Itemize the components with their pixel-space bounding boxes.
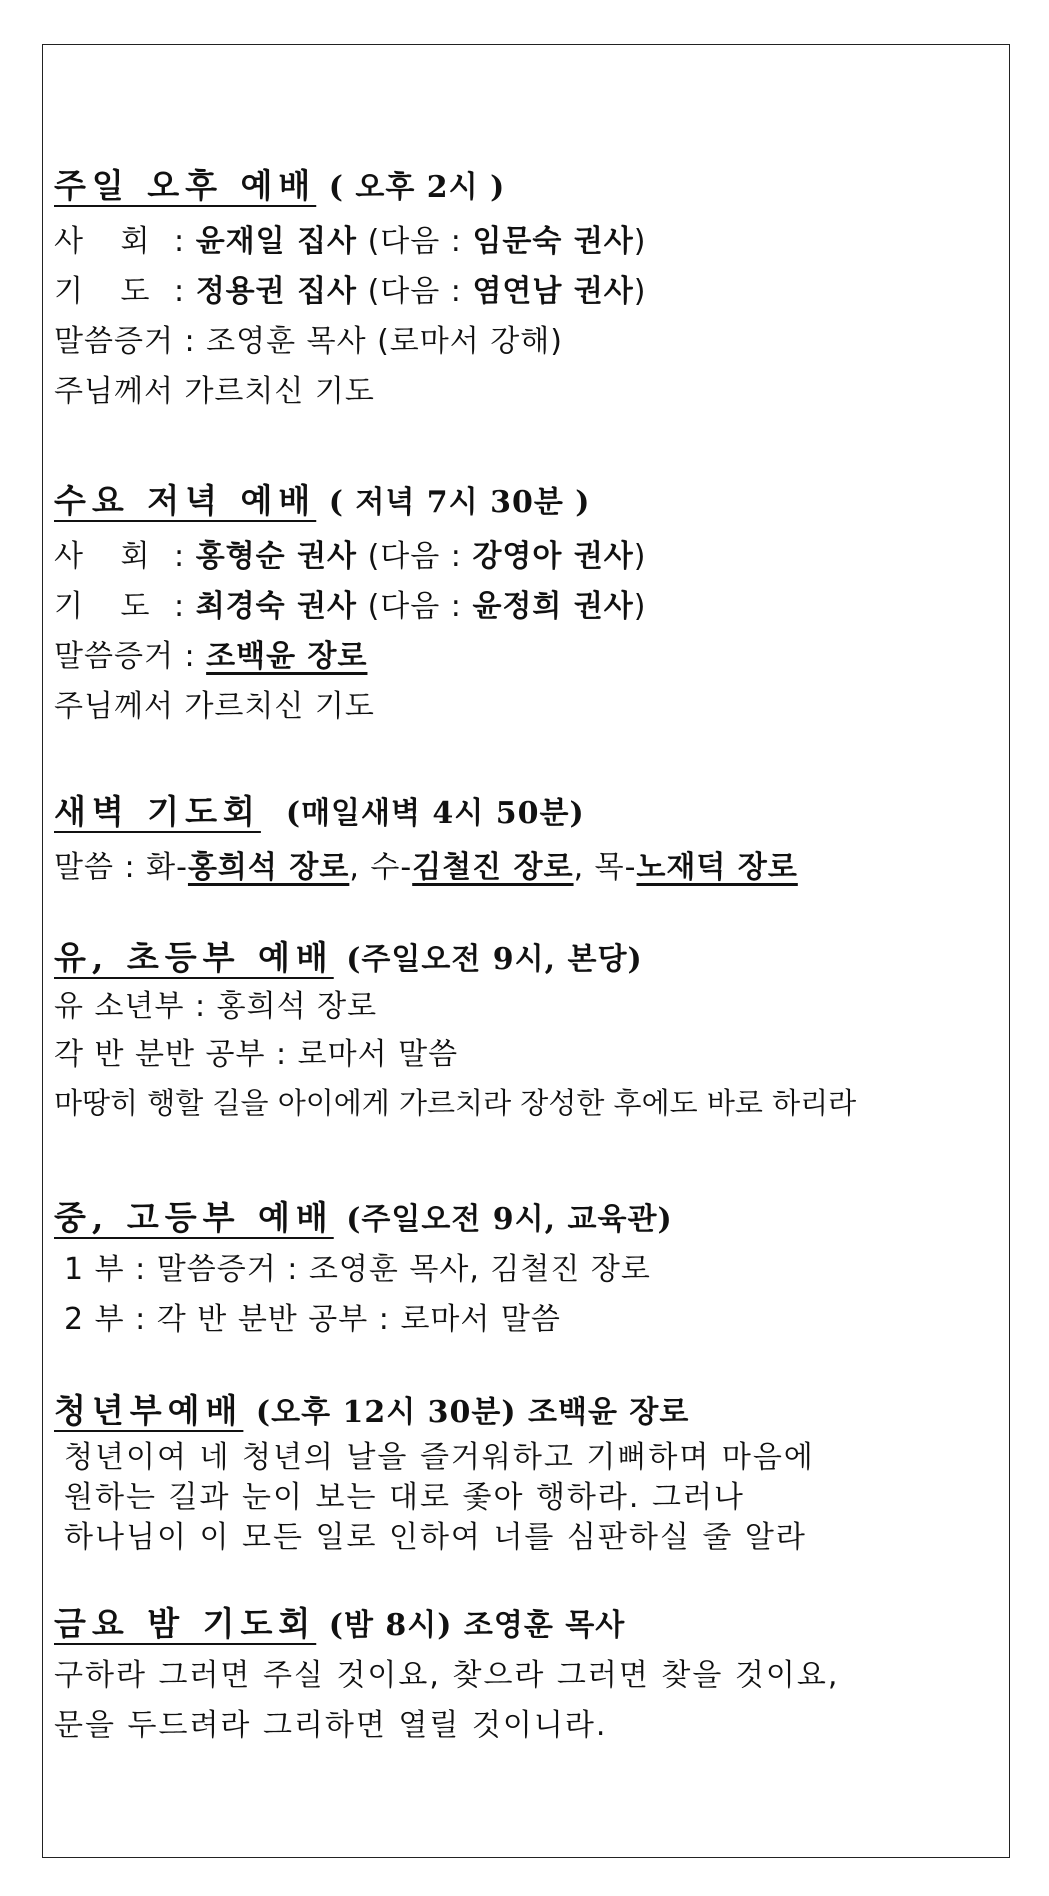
host-label: 사 회 <box>54 224 164 259</box>
young-adult-heading <box>54 1385 934 1432</box>
wednesday-pm-host-line: 사 회 : 홍형순 권사 (다음 : 강영아 권사) <box>54 539 647 574</box>
kids-heading <box>54 932 934 979</box>
friday-line-2: 문을 두드려라 그리하면 열릴 것이니라. <box>54 1708 608 1743</box>
prayer-name: 정용권 집사 <box>195 274 358 309</box>
wednesday-pm-prayer-line: 기 도 : 최경숙 권사 (다음 : 윤정희 권사) <box>54 589 647 624</box>
young-adult-title: 청년부예배 <box>54 1391 244 1430</box>
kids-section <box>54 932 934 1127</box>
prayer-next-name: 염연남 권사 <box>472 274 634 309</box>
kids-line-2: 각 반 분반 공부 : 로마서 말씀 <box>54 1037 459 1072</box>
friday-section <box>54 1598 934 1751</box>
sunday-pm-time: ( 오후 2시 ) <box>328 170 506 205</box>
young-adult-time: (오후 12시 30분) 조백윤 장로 <box>255 1395 690 1430</box>
youth-line-2: 2 부 : 각 반 분반 공부 : 로마서 말씀 <box>64 1302 561 1337</box>
dawn-title: 새벽 기도회 <box>54 792 261 831</box>
wednesday-pm-sermon-line: 말씀증거 : 조백윤 장로 <box>54 639 368 674</box>
youth-time: (주일오전 9시, 교육관) <box>346 1202 673 1237</box>
next-suffix: ) <box>633 589 647 624</box>
sermon-label: 말씀증거 <box>54 324 174 359</box>
young-adult-section <box>54 1385 934 1558</box>
young-adult-line-1: 청년이여 네 청년의 날을 즐거워하고 기뻐하며 마음에 <box>64 1440 815 1475</box>
sunday-pm-heading <box>54 160 934 207</box>
wednesday-pm-heading <box>54 475 934 522</box>
prayer-next-name: 윤정희 권사 <box>472 589 634 624</box>
youth-line-1: 1 부 : 말씀증거 : 조영훈 목사, 김철진 장로 <box>64 1252 651 1287</box>
next-prefix: (다음 : <box>367 274 473 309</box>
thu-prefix: , 목- <box>573 850 637 885</box>
tue-speaker: 홍희석 장로 <box>187 850 350 885</box>
sunday-pm-closing: 주님께서 가르치신 기도 <box>54 374 375 409</box>
young-adult-line-2: 원하는 길과 눈이 보는 대로 좇아 행하라. 그러나 <box>64 1480 745 1515</box>
dawn-time: (매일새벽 4시 50분) <box>285 796 585 831</box>
host-name: 윤재일 집사 <box>195 224 358 259</box>
thu-speaker: 노재덕 장로 <box>636 850 798 885</box>
host-name: 홍형순 권사 <box>195 539 358 574</box>
kids-time: (주일오전 9시, 본당) <box>346 942 643 977</box>
sunday-pm-prayer-line: 기 도 : 정용권 집사 (다음 : 염연남 권사) <box>54 274 647 309</box>
next-suffix: ) <box>633 224 647 259</box>
wed-prefix: , 수- <box>349 850 413 885</box>
kids-title: 유, 초등부 예배 <box>54 938 334 977</box>
host-next-name: 임문숙 권사 <box>472 224 634 259</box>
prayer-label: 기 도 <box>54 589 164 624</box>
sermon-value: 조영훈 목사 (로마서 강해) <box>206 324 563 359</box>
prayer-label: 기 도 <box>54 274 164 309</box>
friday-line-1: 구하라 그러면 주실 것이요, 찾으라 그러면 찾을 것이요, <box>54 1658 840 1693</box>
dawn-speakers-line <box>54 843 934 893</box>
youth-heading <box>54 1192 934 1239</box>
youth-section <box>54 1192 934 1345</box>
dawn-label: 말씀 : <box>54 850 147 885</box>
wednesday-pm-title: 수요 저녁 예배 <box>54 481 317 520</box>
host-label: 사 회 <box>54 539 164 574</box>
kids-line-3: 마땅히 행할 길을 아이에게 가르치라 장성한 후에도 바로 하리라 <box>54 1086 857 1120</box>
sermon-label: 말씀증거 <box>54 639 174 674</box>
next-prefix: (다음 : <box>367 224 473 259</box>
sunday-pm-title: 주일 오후 예배 <box>54 166 317 205</box>
wed-speaker: 김철진 장로 <box>412 850 574 885</box>
wednesday-pm-section <box>54 475 934 732</box>
friday-heading <box>54 1598 934 1645</box>
dawn-section <box>54 786 934 893</box>
sunday-pm-section <box>54 160 934 417</box>
next-prefix: (다음 : <box>367 539 473 574</box>
wednesday-pm-closing: 주님께서 가르치신 기도 <box>54 689 375 724</box>
next-suffix: ) <box>633 539 647 574</box>
sunday-pm-host-line: 사 회 : 윤재일 집사 (다음 : 임문숙 권사) <box>54 224 647 259</box>
kids-line-1: 유 소년부 : 홍희석 장로 <box>54 989 378 1024</box>
sermon-value: 조백윤 장로 <box>206 639 368 674</box>
tue-prefix: 화- <box>146 850 188 885</box>
wednesday-pm-time: ( 저녁 7시 30분 ) <box>328 485 591 520</box>
young-adult-line-3: 하나님이 이 모든 일로 인하여 너를 심판하실 줄 알라 <box>64 1520 807 1555</box>
youth-title: 중, 고등부 예배 <box>54 1198 334 1237</box>
friday-time: (밤 8시) 조영훈 목사 <box>328 1608 626 1643</box>
next-suffix: ) <box>633 274 647 309</box>
host-next-name: 강영아 권사 <box>472 539 634 574</box>
prayer-name: 최경숙 권사 <box>195 589 358 624</box>
friday-title: 금요 밤 기도회 <box>54 1604 317 1643</box>
sunday-pm-sermon-line: 말씀증거 : 조영훈 목사 (로마서 강해) <box>54 324 563 359</box>
dawn-heading <box>54 786 934 833</box>
next-prefix: (다음 : <box>367 589 473 624</box>
